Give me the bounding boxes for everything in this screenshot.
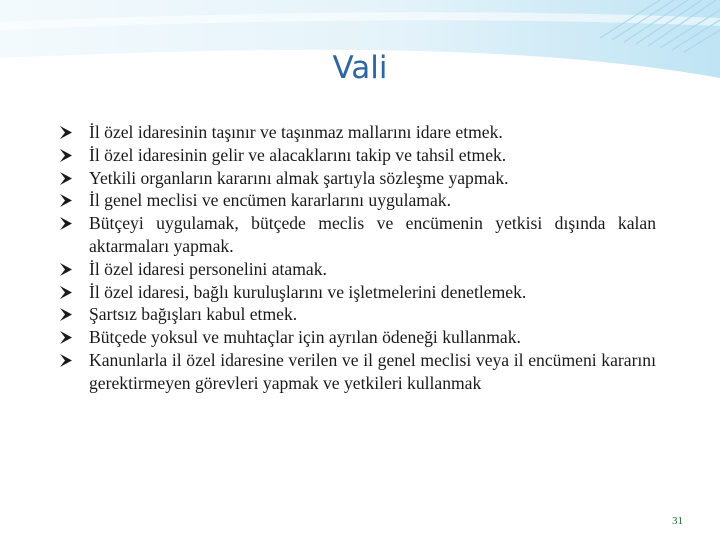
arrowhead-bullet-icon (60, 149, 72, 162)
arrowhead-bullet-icon (60, 354, 72, 367)
list-item-text: İl özel idaresinin gelir ve alacaklarını takip ve tahsil etmek. (89, 144, 507, 165)
arrowhead-bullet-icon (60, 263, 72, 276)
arrowhead-bullet-icon (60, 286, 72, 299)
list-item (60, 144, 656, 167)
list-item-text: Bütçede yoksul ve muhtaçlar için ayrılan ödeneği kullanmak. (89, 327, 521, 348)
list-item (60, 167, 656, 190)
arrowhead-bullet-icon (60, 126, 72, 139)
list-item (60, 303, 656, 326)
list-item (60, 349, 656, 395)
list-item (60, 189, 656, 212)
arrowhead-bullet-icon (60, 194, 72, 207)
list-item (60, 121, 656, 144)
arrowhead-bullet-icon (60, 217, 72, 230)
arrowhead-bullet-icon (60, 308, 72, 321)
list-item-text: İl özel idaresinin taşınır ve taşınmaz mallarını idare etmek. (89, 122, 503, 142)
list-item-text: Yetkili organların kararını almak şartıyla sözleşme yapmak. (89, 167, 509, 188)
list-item (60, 326, 656, 349)
list-item-text: Bütçeyi uygulamak, bütçede meclis ve encümenin yetkisi dışında kalan aktarmaları yapmak. (89, 213, 656, 256)
list-item-text: İl özel idaresi personelini atamak. (89, 258, 327, 279)
list-item (60, 281, 656, 304)
arrowhead-bullet-icon (60, 172, 72, 185)
list-item-text: İl genel meclisi ve encümen kararlarını uygulamak. (89, 190, 451, 211)
list-item (60, 258, 656, 281)
arrowhead-bullet-icon (60, 331, 72, 344)
slide-title: Vali (332, 50, 388, 86)
list-item-text: Şartsız bağışları kabul etmek. (89, 304, 298, 325)
page-number: 31 (672, 515, 683, 527)
list-item (60, 212, 656, 258)
list-item-text: Kanunlarla il özel idaresine verilen ve il genel meclisi veya il encümeni kararını gerektirmeyen görevleri yapmak ve yetkileri kullanmak (89, 349, 656, 393)
list-item-text: İl özel idaresi, bağlı kuruluşlarını ve işletmelerini denetlemek. (89, 281, 527, 302)
bullet-list (60, 121, 656, 395)
